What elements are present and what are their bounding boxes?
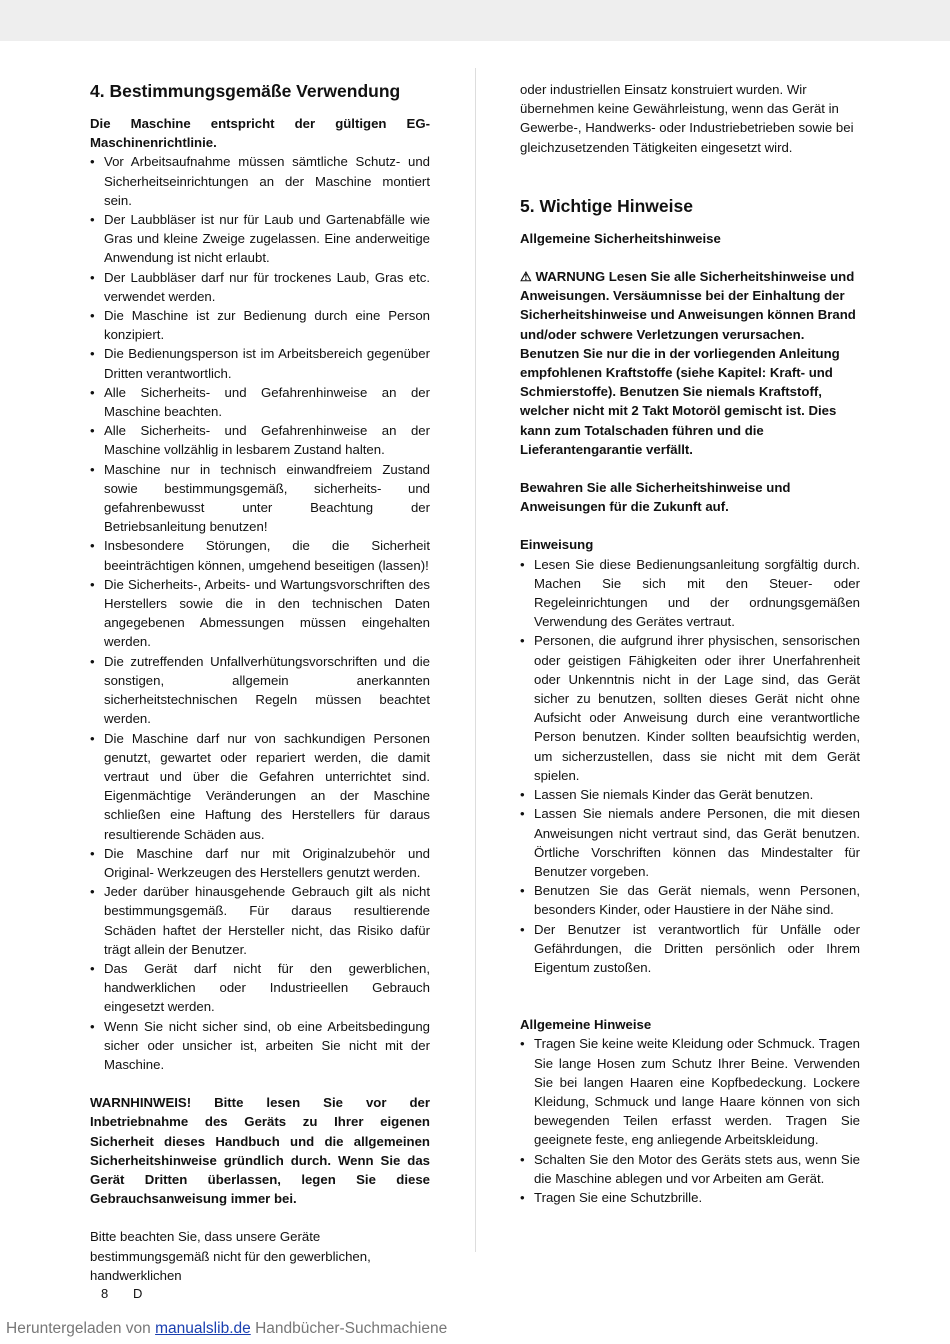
top-bar [0,0,950,41]
page-number: 8 [101,1286,109,1301]
download-credit [6,1320,447,1338]
list-item: • Lesen Sie diese Bedienungsanleitung sorgfältig durch. Machen Sie sich mit den Steuer- oder Regeleinrichtungen und der ordnungsgemäßen Verwendung des Gerätes vertraut. [520,555,860,632]
list-item: • Jeder darüber hinausgehende Gebrauch gilt als nicht bestimmungsgemäß. Für daraus resultierende Schäden haftet der Hersteller nicht, das Risiko dafür trägt allein der Benutzer. [90,882,430,959]
download-suffix: Handbücher-Suchmachiene [255,1320,448,1337]
list-item: • Vor Arbeitsaufnahme müssen sämtliche Schutz- und Sicherheitseinrichtungen an der Maschine montiert sein. [90,152,430,210]
download-prefix: Heruntergeladen von [6,1320,151,1337]
list-item: • Benutzen Sie das Gerät niemals, wenn Personen, besonders Kinder, oder Haustiere in der Nähe sind. [520,881,860,919]
list-item: • Insbesondere Störungen, die die Sicherheit beeinträchtigen können, umgehend beseitigen (lassen)! [90,536,430,574]
list-item: • Der Laubbläser darf nur für trockenes Laub, Gras etc. verwendet werden. [90,268,430,306]
list-item: • Alle Sicherheits- und Gefahrenhinweise an der Maschine vollzählig in lesbarem Zustand halten. [90,421,430,459]
list-item: • Schalten Sie den Motor des Geräts stets aus, wenn Sie die Maschine ablegen und vor Arbeiten am Gerät. [520,1150,860,1188]
column-divider [475,68,476,1252]
closing-paragraph: Bitte beachten Sie, dass unsere Geräte bestimmungsgemäß nicht für den gewerblichen, handwerklichen [90,1229,371,1283]
list-item: • Maschine nur in technisch einwandfreiem Zustand sowie bestimmungsgemäß, sicherheits- und gefahrenbewusst unter Beachtung der Betriebsanleitung benutzen! [90,460,430,537]
list-item: • Die Maschine darf nur von sachkundigen Personen genutzt, gewartet oder repariert werden, die damit vertraut und über die Gefahren unterrichtet sind. Eigenmächtige Veränderungen an der Maschine schließen eine Haftung des Herstellers für daraus resultierende Schäden aus. [90,729,430,844]
warning-paragraph [520,267,860,459]
section-4-heading: 4. Bestimmungsgemäße Verwendung [90,81,401,101]
list-item: • Die zutreffenden Unfallverhütungsvorschriften und die sonstigen, allgemein anerkannten sicherheitstechnischen Regeln müssen beachtet werden. [90,652,430,729]
instruction-title: Einweisung [520,537,594,553]
list-item: • Tragen Sie eine Schutzbrille. [520,1188,860,1207]
warning-note: WARNHINWEIS! Bitte lesen Sie vor der Inbetriebnahme des Geräts zu Ihrer eigenen Sicherheit dieses Handbuch und die allgemeinen Sicherheitshinweise gründlich durch. Wenn Sie das Gerät Dritten überlassen, legen Sie diese Gebrauchsanweisung immer bei. [90,1095,430,1207]
list-item: • Wenn Sie nicht sicher sind, ob eine Arbeitsbedingung sicher oder unsicher ist, arbeiten Sie nicht mit der Maschine. [90,1017,430,1075]
list-item: • Lassen Sie niemals andere Personen, die mit diesen Anweisungen nicht vertraut sind, das Gerät benutzen. Örtliche Vorschriften können das Mindestalter für Benutzer vorgeben. [520,804,860,881]
left-column [90,80,430,1285]
list-item: • Alle Sicherheits- und Gefahrenhinweise an der Maschine beachten. [90,383,430,421]
instruction-list [520,555,860,977]
list-item: • Lassen Sie niemals Kinder das Gerät benutzen. [520,785,860,804]
manualslib-link[interactable]: manualslib.de [155,1320,251,1337]
list-item: • Der Laubbläser ist nur für Laub und Gartenabfälle wie Gras und kleine Zweige zugelassen. Eine anderweitige Anwendung ist nicht erlaubt. [90,210,430,268]
warning-text: WARNUNG Lesen Sie alle Sicherheitshinweise und Anweisungen. Versäumnisse bei der Einhaltung der Sicherheitshinweise und Anweisungen können Brand und/oder schwere Verletzungen verursachen. Benutzen Sie nur die in der vorliegenden Anleitung empfohlenen Kraftstoffe (siehe Kapitel: Kraft- und Schmierstoffe). Benutzen Sie niemals Kraftstoff, welcher nicht mit 2 Takt Motoröl gemischt ist. Dies kann zum Totalschaden führen und die Lieferantengarantie verfällt. [520,269,856,457]
general-title: Allgemeine Hinweise [520,1017,652,1033]
list-item: • Die Maschine darf nur mit Originalzubehör und Original- Werkzeugen des Herstellers genutzt werden. [90,844,430,882]
safety-title: Allgemeine Sicherheitshinweise [520,230,721,246]
list-item: • Tragen Sie keine weite Kleidung oder Schmuck. Tragen Sie lange Hosen zum Schutz Ihrer Beine. Verwenden Sie bei langen Haaren eine Kopfbedeckung. Lockere Kleidung, Schmuck und lange Haare können von sich bewegenden Teilen erfasst werden. Tragen Sie geeignete feste, eng anliegende Arbeitskleidung. [520,1034,860,1149]
list-item: • Der Benutzer ist verantwortlich für Unfälle oder Gefährdungen, die Dritten persönlich oder Ihrem Eigentum zustoßen. [520,920,860,978]
right-column [520,80,860,1207]
list-item: • Das Gerät darf nicht für den gewerblichen, handwerklichen oder Industrieellen Gebrauch eingesetzt werden. [90,959,430,1017]
list-item: • Die Sicherheits-, Arbeits- und Wartungsvorschriften des Herstellers sowie die in den technischen Daten angegebenen Abmessungen müssen eingehalten werden. [90,575,430,652]
usage-list [90,152,430,1074]
general-list [520,1034,860,1207]
section-5-heading: 5. Wichtige Hinweise [520,195,693,216]
list-item: • Die Maschine ist zur Bedienung durch eine Person konzipiert. [90,306,430,344]
list-item: • Die Bedienungsperson ist im Arbeitsbereich gegenüber Dritten verantwortlich. [90,344,430,382]
warning-triangle-icon: ⚠ [520,269,532,285]
language-code: D [133,1286,143,1301]
directive-intro: Die Maschine entspricht der gültigen EG-Maschinenrichtlinie. [90,116,430,151]
list-item: • Personen, die aufgrund ihrer physischen, sensorischen oder geistigen Fähigkeiten oder ihrer Unerfahrenheit oder Unkenntnis nicht in der Lage sind, das Gerät sicher zu benutzen, sollten dieses Gerät nicht ohne Aufsicht oder Anweisung durch eine verantwortliche Person benutzen. Kinder sollten beaufsichtig werden, um sicherzustellen, dass sie nicht mit dem Gerät spielen. [520,631,860,785]
continuation-paragraph: oder industriellen Einsatz konstruiert wurden. Wir übernehmen keine Gewährleistung, wenn das Gerät in Gewerbe-, Handwerks- oder Industriebetrieben sowie bei gleichzusetzenden Tätigkeiten eingesetzt wird. [520,82,854,155]
keep-instructions: Bewahren Sie alle Sicherheitshinweise und Anweisungen für die Zukunft auf. [520,480,791,515]
